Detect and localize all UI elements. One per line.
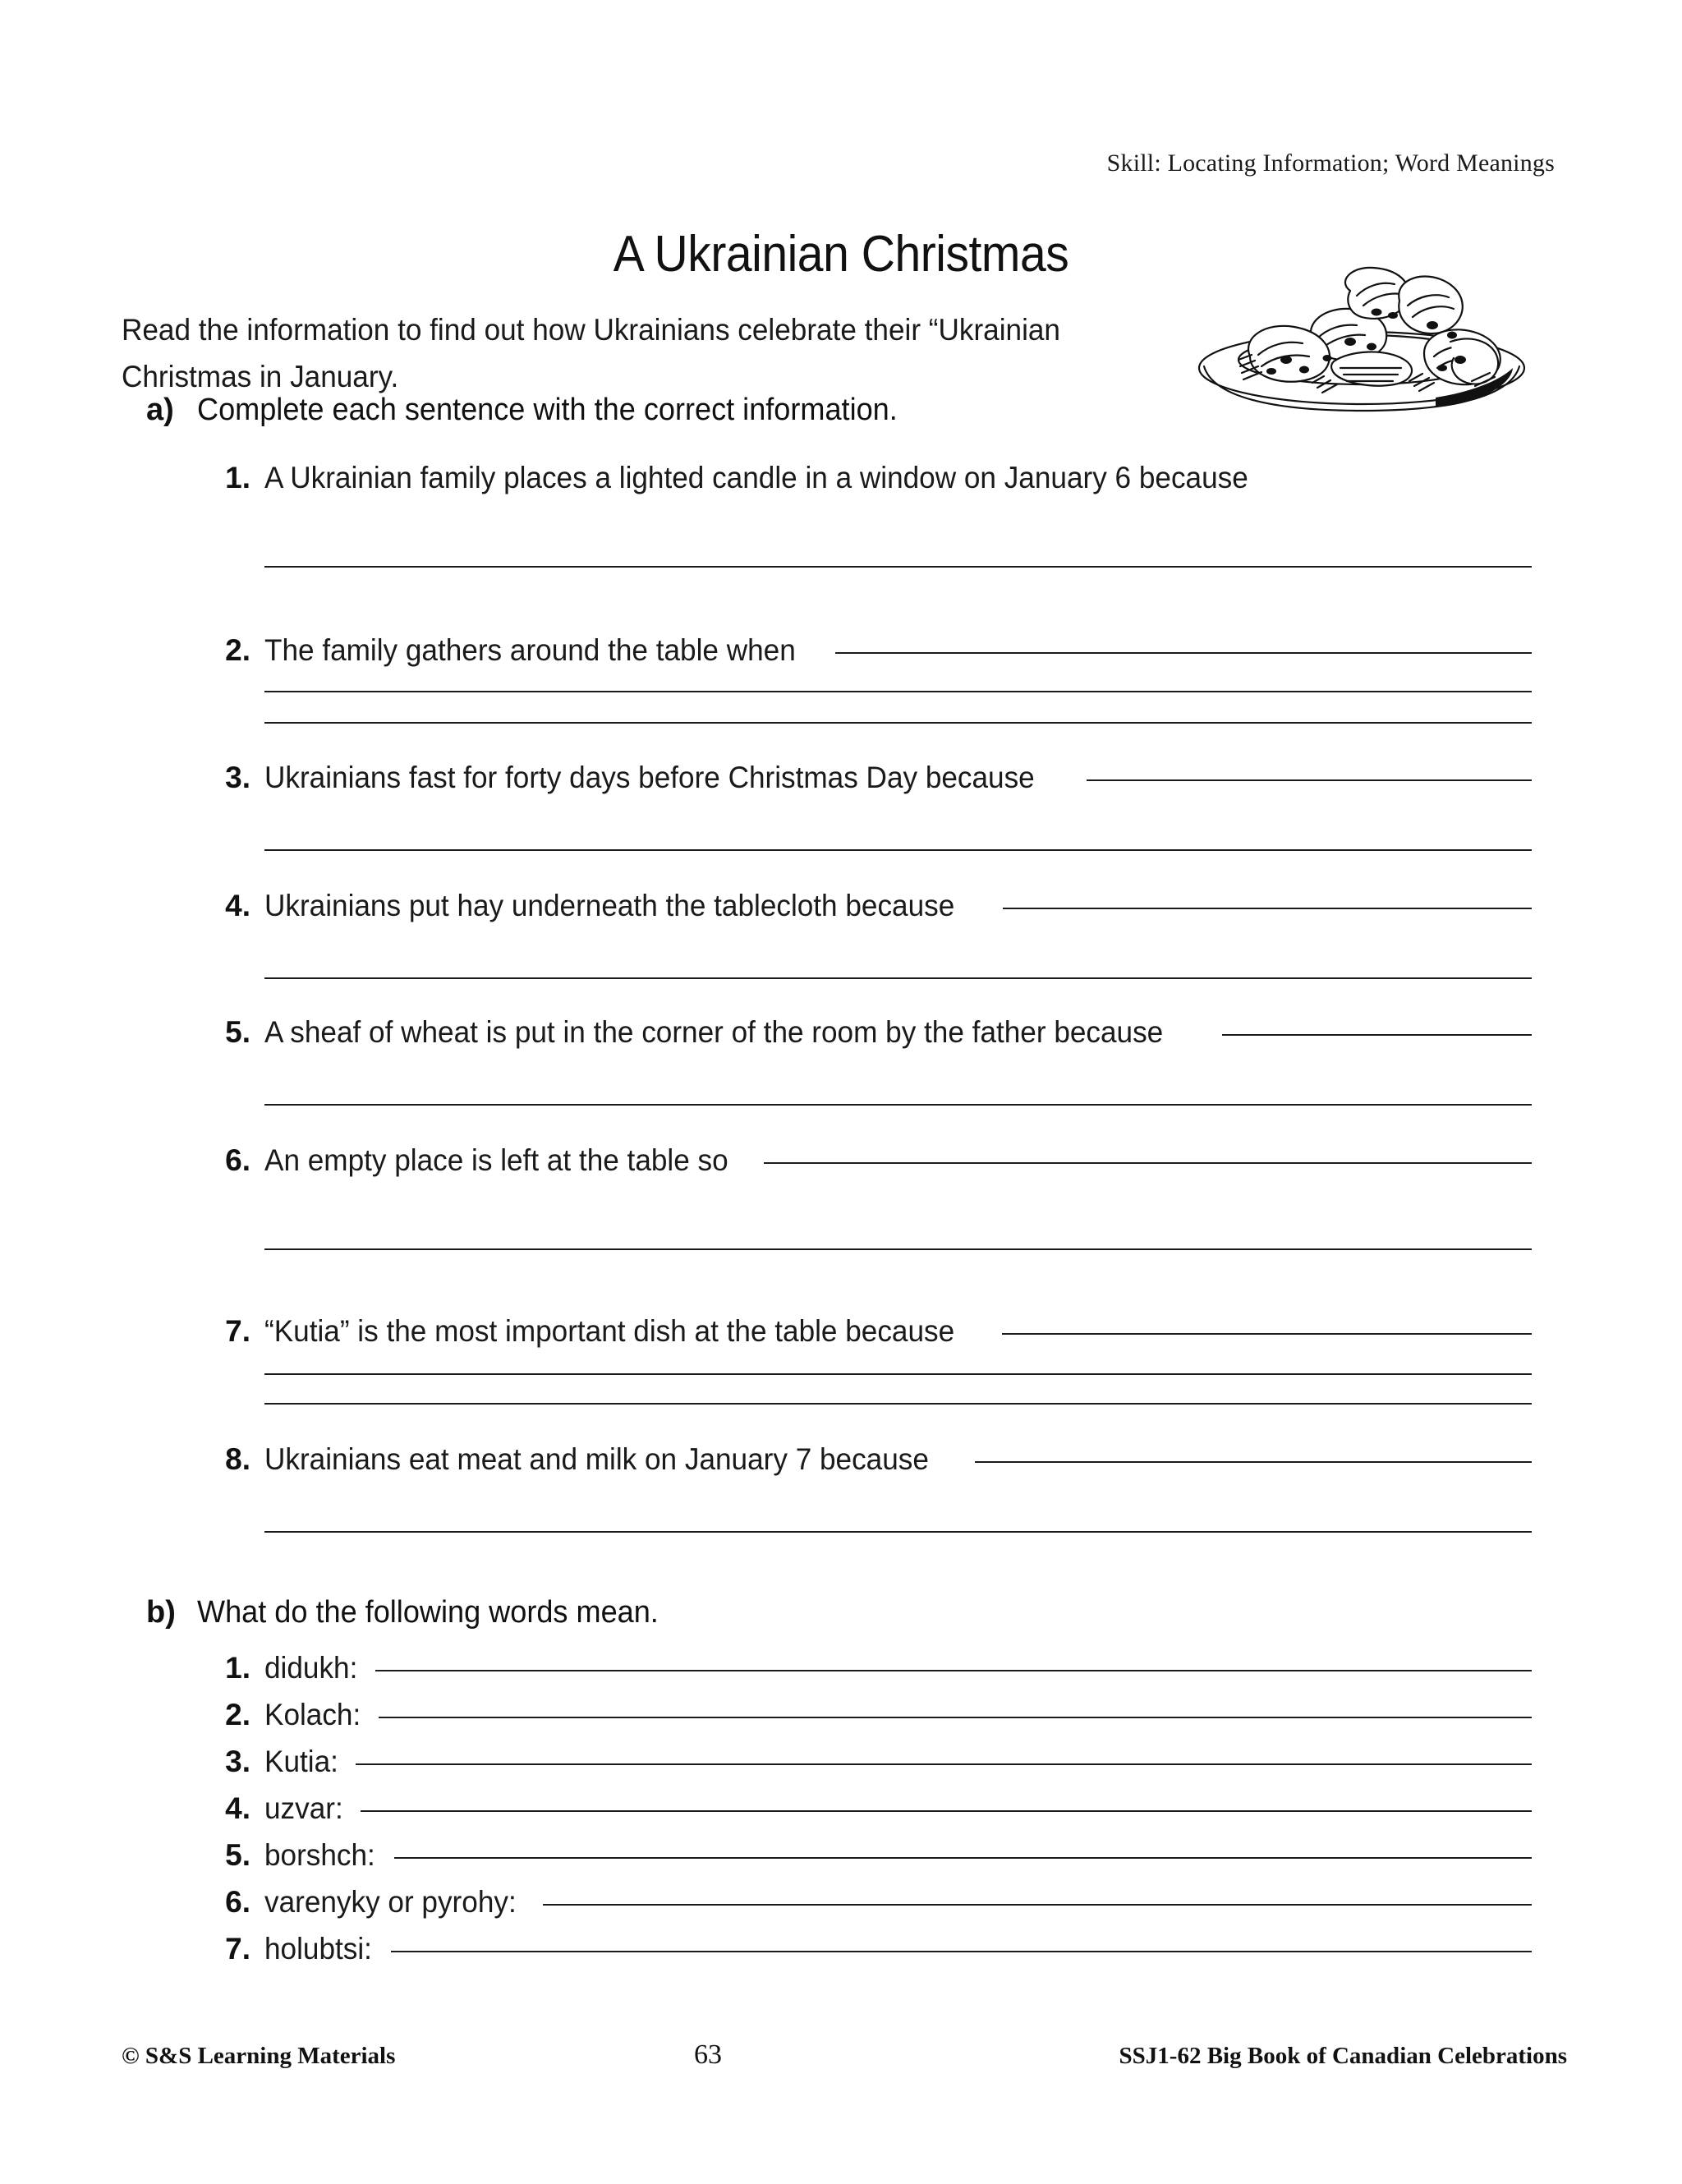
vocabulary-answer-blank[interactable]	[391, 1951, 1532, 1952]
question-text: A sheaf of wheat is put in the corner of the room by the father because	[264, 1015, 1164, 1049]
section-b-label: What do the following words mean.	[197, 1595, 659, 1630]
vocabulary-number: 3.	[225, 1745, 250, 1778]
question-number: 4.	[225, 889, 250, 922]
vocabulary-word: Kutia:	[264, 1745, 338, 1778]
vocabulary-word: varenyky or pyrohy:	[264, 1885, 517, 1919]
question-row	[205, 461, 1532, 495]
vocabulary-number: 7.	[225, 1932, 250, 1966]
answer-blank-inline[interactable]	[1003, 908, 1533, 909]
question-row	[205, 761, 1532, 795]
footer-book-title: SSJ1-62 Big Book of Canadian Celebrations	[1119, 2043, 1567, 2069]
answer-blank-inline[interactable]	[1002, 1333, 1532, 1335]
answer-blank-inline[interactable]	[764, 1162, 1532, 1164]
question-item	[205, 633, 1532, 724]
answer-blank-line[interactable]	[264, 1531, 1532, 1533]
question-text: Ukrainians fast for forty days before Christmas Day because	[264, 761, 1035, 794]
skill-line: Skill: Locating Information; Word Meanings	[1106, 149, 1555, 177]
answer-blank-inline[interactable]	[835, 652, 1532, 654]
question-item	[205, 889, 1532, 979]
answer-blank-line[interactable]	[264, 1248, 1532, 1250]
question-number: 5.	[225, 1015, 250, 1049]
question-text: “Kutia” is the most important dish at the table because	[264, 1314, 955, 1348]
question-row	[205, 1442, 1532, 1477]
question-text: Ukrainians put hay underneath the tablecloth because	[264, 889, 955, 922]
vocabulary-item	[205, 1651, 1532, 1685]
plate-of-varenyky-illustration	[1189, 237, 1534, 417]
section-b-header	[146, 1595, 682, 1630]
question-number: 6.	[225, 1143, 250, 1177]
footer-page-number: 63	[693, 2039, 722, 2070]
vocabulary-answer-blank[interactable]	[375, 1670, 1532, 1671]
vocabulary-answer-blank[interactable]	[361, 1810, 1532, 1812]
answer-blank-inline[interactable]	[1087, 779, 1532, 781]
answer-blank-line[interactable]	[264, 566, 1532, 568]
question-number: 3.	[225, 761, 250, 794]
section-b-marker: b)	[146, 1595, 176, 1630]
answer-blank-inline[interactable]	[1222, 1034, 1532, 1036]
question-number: 1.	[225, 461, 250, 494]
section-a-marker: a)	[146, 393, 174, 427]
vocabulary-word: Kolach:	[264, 1698, 361, 1731]
question-item	[205, 1015, 1532, 1106]
question-number: 2.	[225, 633, 250, 667]
section-a-header	[146, 393, 935, 428]
question-number: 7.	[225, 1314, 250, 1348]
footer-copyright: © S&S Learning Materials	[122, 2043, 396, 2069]
vocabulary-number: 2.	[225, 1698, 250, 1731]
vocabulary-number: 6.	[225, 1885, 250, 1919]
vocabulary-number: 5.	[225, 1838, 250, 1872]
vocabulary-answer-blank[interactable]	[379, 1717, 1532, 1718]
question-row	[205, 1143, 1532, 1178]
vocabulary-item	[205, 1791, 1532, 1826]
question-row	[205, 889, 1532, 923]
question-row	[205, 1314, 1532, 1349]
vocabulary-word: uzvar:	[264, 1791, 343, 1825]
page-footer	[122, 2039, 1567, 2071]
page-title: A Ukrainian Christmas	[613, 225, 1069, 283]
question-text: Ukrainians eat meat and milk on January 7 because	[264, 1442, 929, 1476]
question-row	[205, 633, 1532, 668]
vocabulary-answer-blank[interactable]	[543, 1904, 1532, 1906]
vocabulary-number: 1.	[225, 1651, 250, 1685]
answer-blank-inline[interactable]	[975, 1461, 1532, 1463]
vocabulary-answer-blank[interactable]	[394, 1857, 1532, 1859]
answer-blank-line[interactable]	[264, 977, 1532, 979]
question-number: 8.	[225, 1442, 250, 1476]
question-item	[205, 1314, 1532, 1405]
vocabulary-item	[205, 1885, 1532, 1920]
question-item	[205, 761, 1532, 851]
question-text: The family gathers around the table when	[264, 633, 796, 667]
vocabulary-item	[205, 1932, 1532, 1966]
answer-blank-line[interactable]	[264, 722, 1532, 724]
vocabulary-word: didukh:	[264, 1651, 358, 1685]
vocabulary-word: borshch:	[264, 1838, 375, 1872]
vocabulary-item	[205, 1698, 1532, 1732]
answer-blank-line[interactable]	[264, 1104, 1532, 1106]
question-item	[205, 1442, 1532, 1533]
intro-paragraph: Read the information to find out how Ukrainians celebrate their “Ukrainian Christmas in January.	[122, 313, 1060, 393]
vocabulary-item	[205, 1838, 1532, 1873]
vocabulary-number: 4.	[225, 1791, 250, 1825]
answer-blank-line[interactable]	[264, 849, 1532, 851]
question-text: An empty place is left at the table so	[264, 1143, 728, 1177]
vocabulary-answer-blank[interactable]	[356, 1763, 1532, 1765]
vocabulary-item	[205, 1745, 1532, 1779]
question-row	[205, 1015, 1532, 1050]
vocabulary-word: holubtsi:	[264, 1932, 372, 1966]
section-a-label: Complete each sentence with the correct information.	[197, 393, 898, 427]
answer-blank-line[interactable]	[264, 1403, 1532, 1405]
question-text: A Ukrainian family places a lighted candle in a window on January 6 because	[264, 461, 1248, 494]
